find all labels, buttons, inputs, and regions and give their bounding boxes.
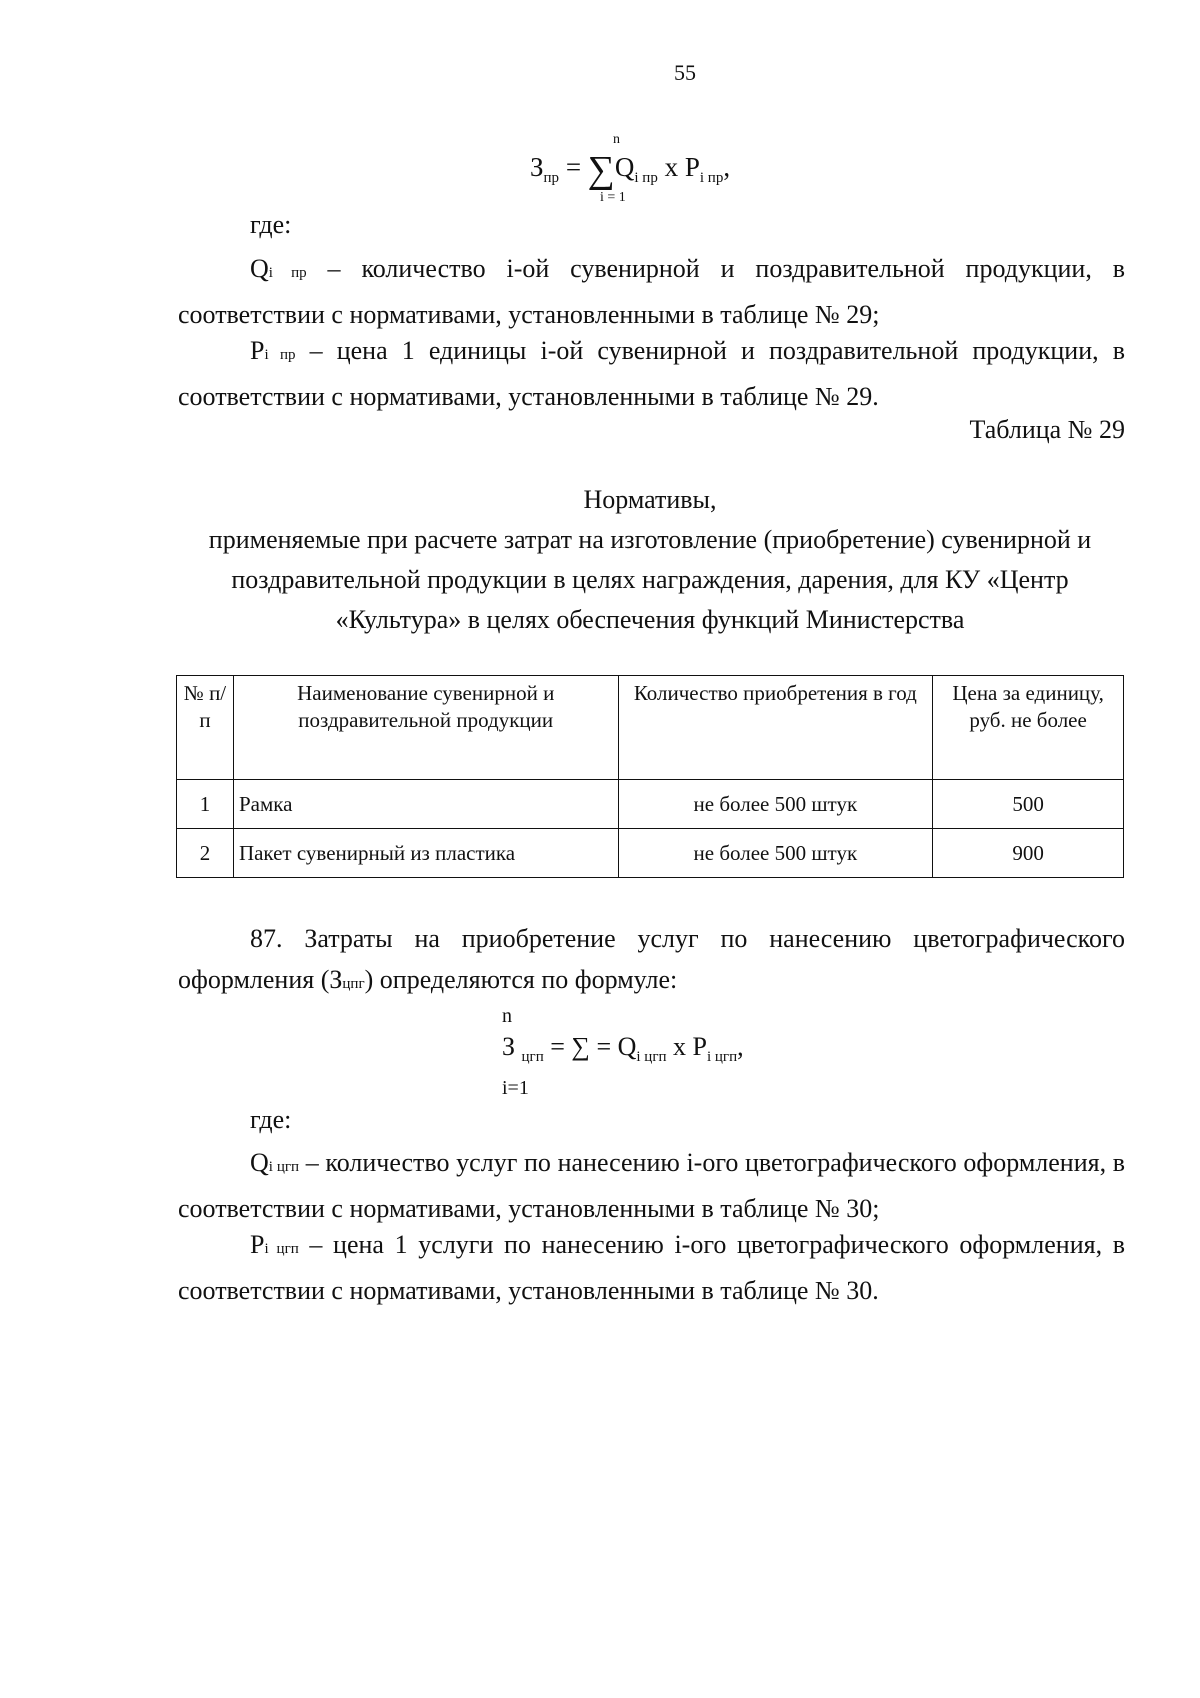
formula-line xyxy=(530,148,730,192)
formula2-line xyxy=(502,1032,744,1066)
formula2-times-p: x P xyxy=(673,1032,707,1061)
formula-q: Q xyxy=(614,152,635,182)
def-text: – цена 1 единицы i-ой сувенирной и поздравительной продукции, в соответствии с нормативами, установленными в таблице № 29. xyxy=(178,336,1125,411)
definition-q-souvenir xyxy=(178,248,1125,335)
table-title xyxy=(170,480,1130,640)
definition-p-color-design xyxy=(178,1224,1125,1311)
header-name: Наименование сувенирной и поздравительной продукции xyxy=(233,676,618,780)
formula-eq: = xyxy=(565,152,582,182)
sum-upper-limit: n xyxy=(613,132,620,147)
def-text: – цена 1 услуги по нанесению i-ого цветографического оформления, в соответствии с нормативами, установленными в таблице № 30. xyxy=(178,1230,1125,1305)
sum-lower-limit: i = 1 xyxy=(600,190,626,205)
cell-quantity: не более 500 штук xyxy=(618,829,933,878)
cell-number: 1 xyxy=(177,780,234,829)
def-symbol-sub: i цгп xyxy=(268,1159,300,1175)
page-number: 55 xyxy=(674,60,696,85)
where-label-2: где: xyxy=(250,1105,292,1134)
formula-times: x xyxy=(664,152,679,182)
formula2-p-sub: i цгп xyxy=(706,1049,738,1065)
paragraph-87 xyxy=(178,918,1125,1005)
table-title-line1: Нормативы, xyxy=(583,485,717,514)
norms-table xyxy=(176,675,1124,878)
formula-lhs-sub: пр xyxy=(543,170,560,186)
formula2-tail: , xyxy=(737,1032,744,1061)
where-label-1: где: xyxy=(250,210,292,239)
sigma-symbol: ∑ xyxy=(587,149,615,191)
header-number: № п/п xyxy=(177,676,234,780)
definition-p-souvenir xyxy=(178,330,1125,417)
formula-q-sub: i пр xyxy=(634,170,658,186)
table-label: Таблица № 29 xyxy=(969,415,1125,444)
header-price: Цена за единицу, руб. не более xyxy=(933,676,1124,780)
formula-lhs: З xyxy=(530,152,544,182)
def-symbol: Q xyxy=(250,1148,269,1177)
def-text: – количество i-ой сувенирной и поздравительной продукции, в соответствии с нормативами, установленными в таблице № 29; xyxy=(178,254,1125,329)
header-quantity: Количество приобретения в год xyxy=(618,676,933,780)
def-text: – количество услуг по нанесению i-ого цветографического оформления, в соответствии с нормативами, установленными в таблице № 30; xyxy=(178,1148,1126,1223)
def-symbol: Q xyxy=(250,254,269,283)
def-symbol-sub: i пр xyxy=(268,265,307,281)
def-symbol-sub: i пр xyxy=(264,347,296,363)
def-symbol: P xyxy=(250,336,265,365)
table-header-row xyxy=(177,676,1124,780)
formula2-body: = ∑ = Q xyxy=(550,1032,637,1061)
cell-name: Пакет сувенирный из пластика xyxy=(233,829,618,878)
sum2-lower-limit: i=1 xyxy=(502,1077,529,1099)
formula2-lhs: З xyxy=(502,1032,516,1061)
def-symbol: P xyxy=(250,1230,265,1259)
formula2-q-sub: i цгп xyxy=(636,1049,667,1065)
table-row xyxy=(177,829,1124,878)
formula-p-sub: i пр xyxy=(699,170,724,186)
para87-end: ) определяются по формуле: xyxy=(364,965,678,994)
para87-sub: цпг xyxy=(342,976,365,992)
cell-name: Рамка xyxy=(233,780,618,829)
cell-price: 500 xyxy=(933,780,1124,829)
formula-tail: , xyxy=(723,152,731,182)
cell-number: 2 xyxy=(177,829,234,878)
para87-start: 87. Затраты на приобретение услуг по нанесению цветографического оформления (З xyxy=(178,924,1125,994)
table-row xyxy=(177,780,1124,829)
sum2-upper-limit: n xyxy=(502,1005,512,1027)
formula2-lhs-sub: цгп xyxy=(521,1049,544,1065)
definition-q-color-design xyxy=(178,1142,1125,1229)
cell-price: 900 xyxy=(933,829,1124,878)
cell-quantity: не более 500 штук xyxy=(618,780,933,829)
def-symbol-sub: i цгп xyxy=(264,1241,299,1257)
formula-p: P xyxy=(684,152,700,182)
table-title-line2: применяемые при расчете затрат на изготовление (приобретение) сувенирной и поздравительной продукции в целях награждения, дарения, для КУ «Центр «Культура» в целях обеспечения функций Министерства xyxy=(208,525,1092,634)
